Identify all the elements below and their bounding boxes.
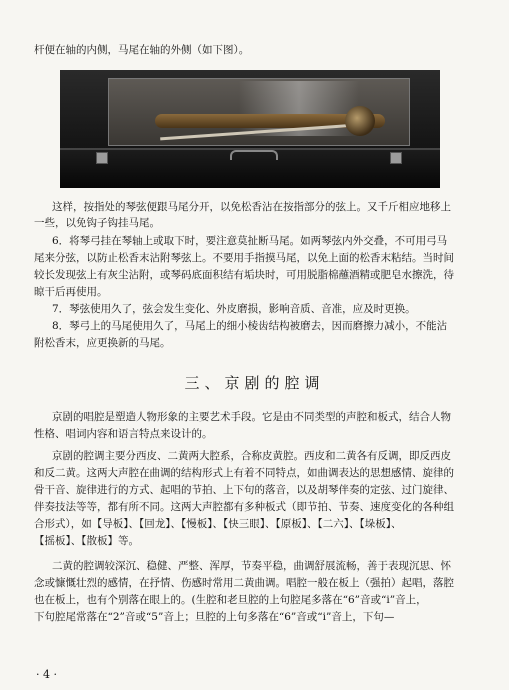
text-line: 合形式），如【导板】、【回龙】、【慢板】、【快三眼】、【原板】、【二六】、【垛板】、	[34, 518, 402, 530]
text-line: 晾干后再使用。	[34, 286, 108, 298]
text-line: 尾来分弦，以防止松香末沾附琴弦上。不要用手指摸马尾，以免上面的松香末粘结。当时间	[34, 252, 454, 264]
text-line: 伴奏技法等等，都有所不同。这两大声腔都有多种板式（即节拍、节奏、速度变化的各种组	[34, 501, 454, 513]
text-line: 和反二黄。这两大声腔在曲调的结构形式上有着不同特点，如曲调表达的思想感情、旋律的	[34, 467, 454, 479]
text-line: 骨干音、旋律进行的方式、起唱的节拍、上下句的落音，以及胡琴伴奏的定弦、过门旋律、	[34, 484, 454, 496]
case-latch	[96, 152, 108, 164]
text-line: 二黄的腔调较深沉、稳健、严整、浑厚，节奏平稳，曲调舒展流畅，善于表现沉思、怀	[52, 560, 451, 572]
text-line: 这样，按指处的琴弦便跟马尾分开，以免松香沾在按指部分的弦上。又千斤相应地移上	[52, 201, 451, 213]
text-line: 6．将琴弓挂在琴轴上或取下时，要注意莫扯断马尾。如两琴弦内外交叠，不可用弓马	[52, 235, 448, 247]
section-heading: 三、京剧的腔调	[184, 374, 325, 392]
text-line: 8．琴弓上的马尾使用久了，马尾上的细小棱齿结构被磨去，因而磨擦力减小，不能沾	[52, 320, 448, 332]
case-handle	[230, 150, 278, 160]
text-line: 较长发现弦上有灰尘沾附，或琴码底面积结有垢块时，可用脱脂棉蘸酒精或肥皂水擦洗，待	[34, 269, 454, 281]
text-line: 杆便在轴的内侧，马尾在轴的外侧（如下图）。	[34, 44, 250, 56]
text-line: 性格、唱词内容和语言特点来设计的。	[34, 428, 213, 440]
instrument-photo	[60, 70, 440, 188]
text-line: 【摇板】、【散板】等。	[34, 535, 139, 547]
text-line: 京剧的腔调主要分西皮、二黄两大腔系，合称皮黄腔。西皮和二黄各有反调，即反西皮	[52, 450, 451, 462]
text-line: 7．琴弦使用久了，弦会发生变化、外皮磨损，影响音质、音准，应及时更换。	[52, 303, 416, 315]
text-line: 附松香末，应更换新的马尾。	[34, 337, 171, 349]
text-line: 念或慷慨壮烈的感情，在抒情、伤感时常用二黄曲调。唱腔一般在板上（强拍）起唱，落腔	[34, 577, 454, 589]
text-line: 京剧的唱腔是塑造人物形象的主要艺术手段。它是由不同类型的声腔和板式，结合人物	[52, 411, 451, 423]
text-line: 下句腔尾常落在“2”音或“5”音上；旦腔的上句多落在“6”音或“i”音上，下句—	[34, 611, 395, 623]
page-number: · 4 ·	[36, 668, 57, 681]
text-line: 也在板上，也有个别落在眼上的。(生腔和老旦腔的上句腔尾多落在“6”音或“i”音上，	[34, 594, 427, 606]
text-line: 一些，以免钩子钩挂马尾。	[34, 217, 160, 229]
case-latch	[390, 152, 402, 164]
resonator	[345, 106, 375, 136]
